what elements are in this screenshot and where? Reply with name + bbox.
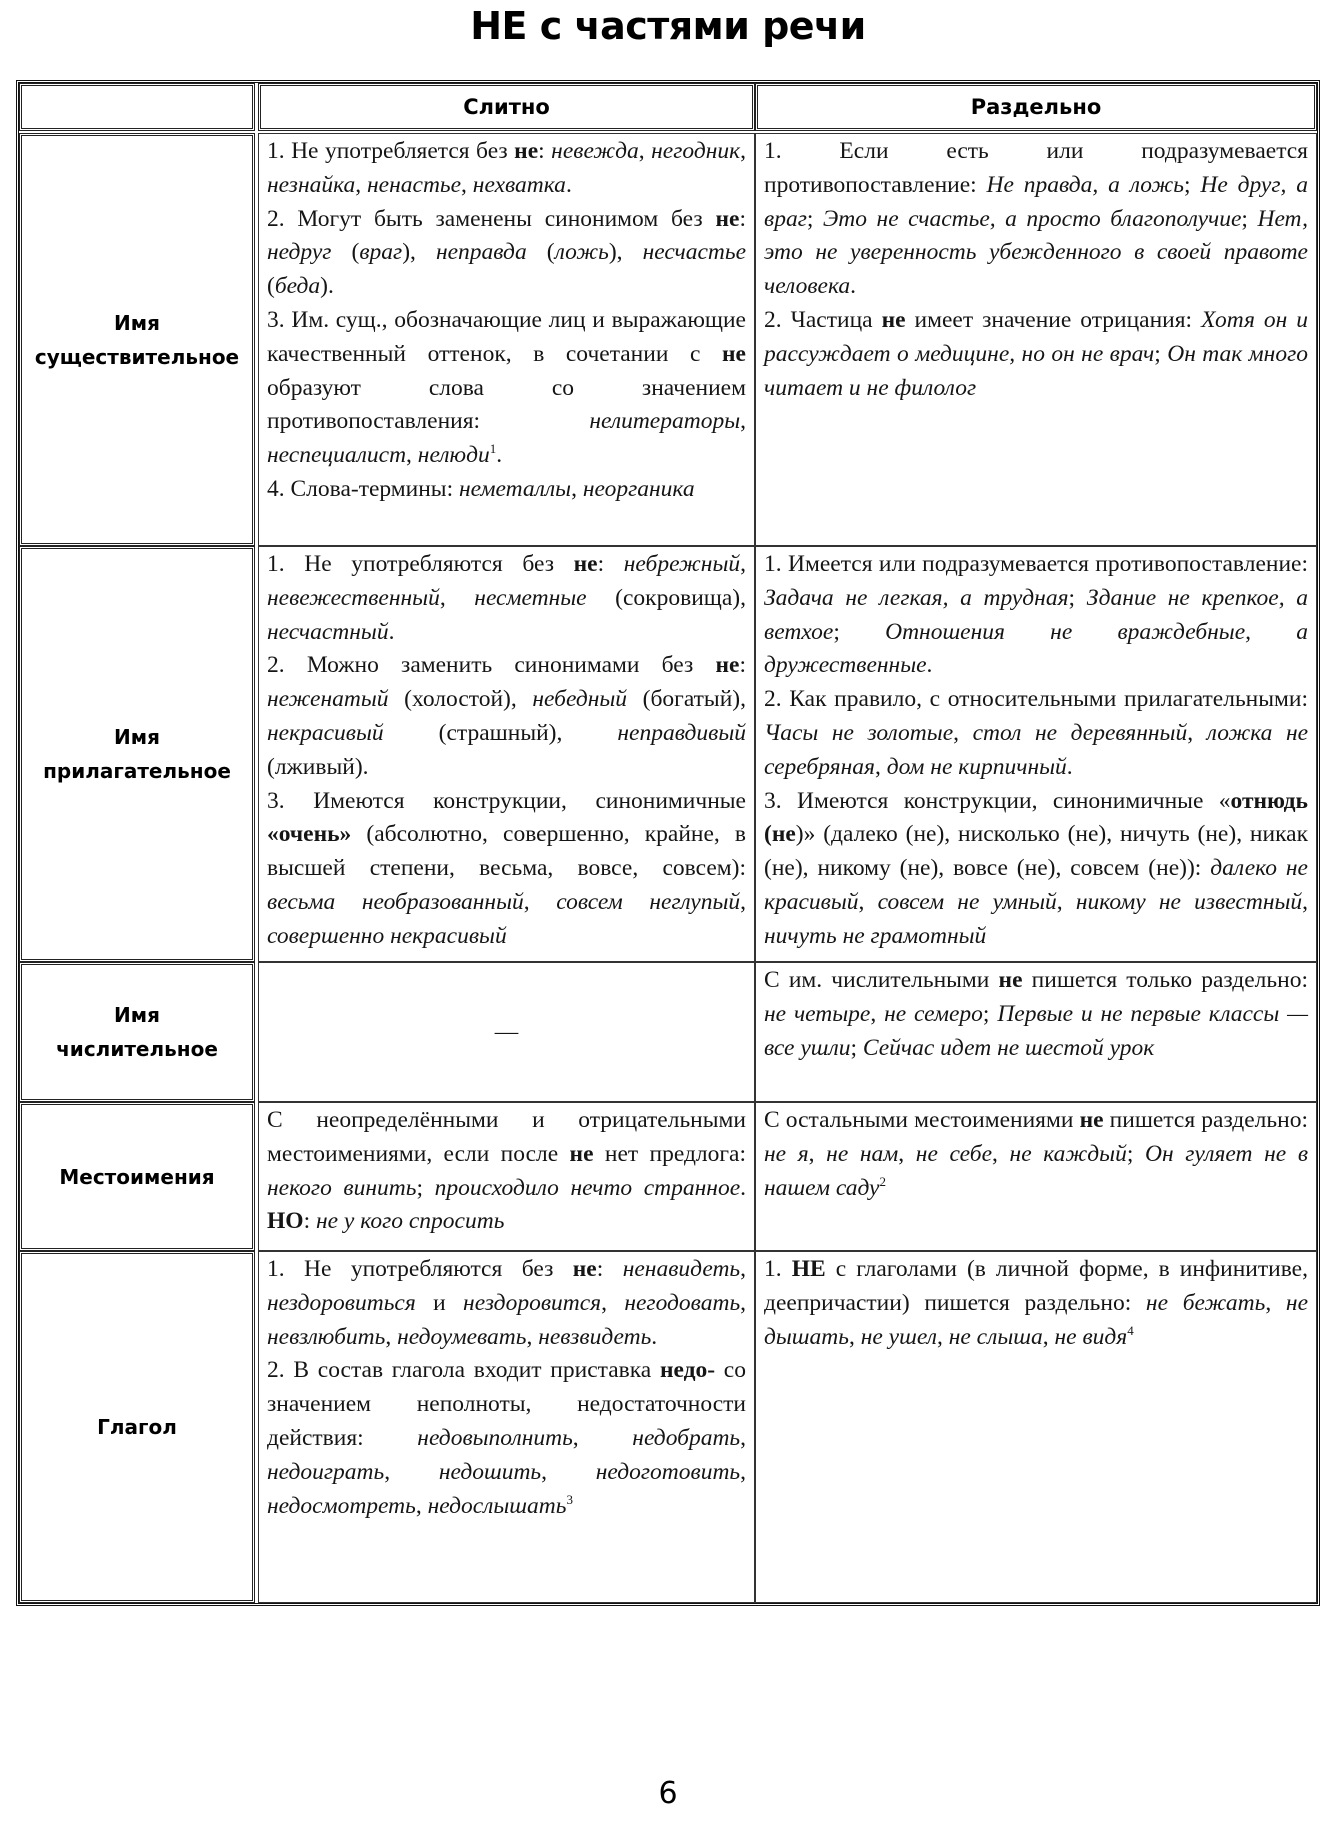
rule-text: , <box>740 1458 746 1485</box>
example-text: нездоровиться <box>267 1289 416 1316</box>
example-text: некрасивый <box>267 719 384 746</box>
rule-text: С остальными местоимениями <box>764 1107 1080 1133</box>
example-text: не себе <box>915 1140 993 1167</box>
cell-verb-merged <box>258 1251 755 1603</box>
example-text: Не друг, а враг <box>764 171 1308 232</box>
rule-text: , <box>406 442 418 469</box>
rule-paragraph <box>764 1104 1308 1205</box>
emphasis-text: недо- <box>659 1357 716 1384</box>
rule-text: , <box>541 1458 596 1485</box>
rule-paragraph <box>764 964 1308 1065</box>
example-text: Нет, это не уверенность убежденного в своей правоте человека <box>764 205 1308 300</box>
example-text: весьма необразованный <box>267 888 524 915</box>
footnote-marker: 2 <box>879 1173 886 1189</box>
example-text: негодник <box>651 138 741 164</box>
example-text: неженатый <box>267 686 389 713</box>
rule-text: пишется раздельно: <box>1103 1107 1308 1133</box>
rule-text: , <box>1187 719 1207 746</box>
rule-text: , <box>740 1424 746 1451</box>
rule-paragraph <box>764 304 1308 405</box>
rule-text: ; <box>806 205 823 232</box>
example-text: совсем не умный <box>877 888 1057 915</box>
emphasis-text: не <box>514 138 539 164</box>
example-text: негодовать <box>624 1289 741 1316</box>
rule-text: . <box>850 273 857 300</box>
rule-text: 1. Имеется или подразумевается противопоставление: <box>764 551 1308 577</box>
rule-text: ; <box>1241 205 1258 232</box>
rule-text: , <box>638 138 652 164</box>
rule-text: ), <box>608 239 643 266</box>
example-text: недошить <box>438 1458 542 1485</box>
rule-text: нет предлога: <box>593 1140 746 1167</box>
rule-paragraph <box>267 135 746 203</box>
row-label-numeral <box>19 962 255 1102</box>
rule-text: , <box>992 1140 1010 1167</box>
rule-text: и <box>415 1289 464 1316</box>
example-text: несметные <box>474 584 587 611</box>
row-label-text: Глагол <box>97 1415 177 1439</box>
example-text: происходило нечто странное <box>434 1174 741 1201</box>
page-number: 6 <box>658 1776 678 1811</box>
rule-text: (холостой), <box>388 686 533 713</box>
example-text: недоиграть <box>267 1458 385 1485</box>
example-text: ложь <box>554 239 609 266</box>
rule-text: образуют слова со значением противопоставления: <box>267 374 746 435</box>
example-text: не четыре <box>764 1000 871 1027</box>
rule-text: , <box>355 171 368 198</box>
emphasis-text: не <box>1079 1107 1104 1133</box>
rule-text: 3. Имеются конструкции, синонимичные <box>267 787 746 814</box>
rule-paragraph <box>267 473 746 507</box>
rule-paragraph <box>764 1253 1308 1354</box>
example-text: неправда <box>435 239 527 266</box>
example-text: не я <box>764 1140 809 1167</box>
emphasis-text: не <box>881 306 906 333</box>
rule-paragraph <box>764 135 1308 304</box>
rule-text: , <box>1042 1323 1055 1350</box>
rule-text: , <box>870 1000 885 1027</box>
example-text: Он так много читает и не филолог <box>764 340 1308 401</box>
rule-text: , <box>874 753 887 780</box>
rule-text: , <box>384 1458 439 1485</box>
example-text: незнайка <box>267 171 356 198</box>
rule-text: , <box>740 888 746 915</box>
example-text: стол не деревянный <box>972 719 1188 746</box>
rule-text: , <box>1265 1289 1286 1316</box>
rule-text: ; <box>1154 340 1168 367</box>
rule-text: . <box>565 171 572 198</box>
rule-text: . <box>651 1323 658 1350</box>
rule-text: С неопределёнными и отрицательными местоимениями, если после <box>267 1107 746 1167</box>
cell-adjective-separate <box>755 546 1317 962</box>
rule-text: ). <box>320 273 334 300</box>
rule-text: , <box>1056 888 1076 915</box>
rule-text: (богатый), <box>627 686 746 713</box>
rule-text: 3. Им. сущ., обозначающие лиц и выражающие качественный оттенок, в сочетании с <box>267 306 746 367</box>
rule-text: , <box>740 408 746 435</box>
emphasis-text: не <box>715 205 740 232</box>
emphasis-text: не <box>569 1140 594 1167</box>
rule-text: , <box>953 719 973 746</box>
example-text: нездоровится <box>463 1289 602 1316</box>
example-text: не семеро <box>884 1000 983 1027</box>
example-text: нехватка <box>472 171 566 198</box>
rule-text: , <box>858 888 878 915</box>
example-text: недоготовить <box>595 1458 741 1485</box>
rule-text: 1. Не употребляются без <box>267 1256 573 1282</box>
rule-paragraph <box>267 203 746 304</box>
row-label-text: числительное <box>56 1037 218 1061</box>
rule-paragraph <box>267 1253 746 1354</box>
example-text: несчастный <box>267 618 389 645</box>
rule-text: 2. В состав глагола входит приставка <box>267 1357 660 1384</box>
row-label-text: существительное <box>34 344 240 369</box>
rule-text: , <box>461 171 473 198</box>
rule-text: С им. числительными <box>764 967 999 993</box>
example-text: не каждый <box>1009 1140 1127 1167</box>
rule-text: (абсолютно, совершенно, крайне, в высшей степени, весьма, вовсе, совсем): <box>267 821 746 882</box>
example-text: невежда <box>551 138 639 164</box>
example-text: не дышать <box>764 1289 1309 1350</box>
rule-text: . <box>926 652 933 679</box>
emphasis-text: не <box>572 1256 597 1282</box>
example-text: Задача не легкая, а трудная <box>764 584 1069 611</box>
rule-text: с глаголами (в личной форме, в инфинитиве, деепричастии) пишется раздельно: <box>764 1256 1308 1316</box>
rule-text: , <box>571 475 583 502</box>
rule-text: 2. Могут быть заменены синонимом без <box>267 205 716 232</box>
example-text: совсем неглупый <box>556 888 741 915</box>
label-column-header <box>19 83 255 131</box>
rule-text: , <box>523 888 557 915</box>
rule-text: , <box>740 1256 746 1282</box>
rule-text: 3. Имеются конструкции, синонимичные « <box>764 787 1231 814</box>
column-header-merged: Слитно <box>258 83 755 131</box>
rule-text: , <box>526 1323 539 1350</box>
rule-text: ; <box>833 618 886 645</box>
example-text: Сейчас идет не шестой урок <box>862 1034 1155 1061</box>
example-text: Это не счастье, а просто благополучие <box>822 205 1242 232</box>
example-text: не ушел <box>860 1323 937 1350</box>
example-text: Отношения не враждебные, а дружественные <box>764 618 1309 679</box>
rule-paragraph <box>764 683 1308 784</box>
example-text: ложка не серебряная <box>764 719 1309 780</box>
footnote-marker: 1 <box>489 441 497 457</box>
example-text: небедный <box>532 686 628 713</box>
rule-text: , <box>936 1323 949 1350</box>
rule-text: : <box>739 652 746 679</box>
cell-adjective-merged <box>258 546 755 962</box>
example-text: нелюди <box>417 442 490 469</box>
rule-text: , <box>601 1289 625 1316</box>
rule-text: 2. Как правило, с относительными прилагательными: <box>764 686 1308 713</box>
example-text: неметаллы <box>459 475 572 502</box>
example-text: совершенно некрасивый <box>267 922 507 949</box>
emphasis-text: НО <box>267 1208 304 1235</box>
row-label-text: прилагательное <box>43 759 231 783</box>
rule-text: (сокровища), <box>586 584 746 611</box>
cell-noun-merged <box>258 133 755 546</box>
example-text: недруг <box>267 239 332 266</box>
rule-text: ; <box>1068 584 1087 611</box>
rule-text: , <box>439 584 475 611</box>
example-text: некого винить <box>267 1174 417 1201</box>
rule-text: . <box>496 442 503 469</box>
footnote-marker: 3 <box>566 1491 573 1507</box>
rule-text: (лживый). <box>267 753 369 780</box>
example-text: не у кого спросить <box>315 1208 505 1235</box>
rule-text: , <box>572 1424 633 1451</box>
example-text: не слыша <box>948 1323 1043 1350</box>
row-label-text: Имя <box>114 310 160 335</box>
emphasis-text: не <box>715 652 740 679</box>
rule-text: : <box>739 205 746 232</box>
rule-text: . <box>388 618 395 645</box>
rule-paragraph <box>267 1104 746 1239</box>
rule-text: 1. Если есть или подразумевается противопоставление: <box>764 138 1308 198</box>
example-text: Первые и не первые классы — все ушли <box>764 1000 1309 1061</box>
example-text: несчастье <box>642 239 747 266</box>
emphasis-text: отнюдь (не <box>764 787 1308 848</box>
rule-text: , <box>740 551 746 577</box>
emphasis-text: не <box>722 340 746 367</box>
rule-paragraph <box>267 548 746 649</box>
rule-text: )» (далеко (не), нисколько (не), ничуть (не), никак (не), никому (не), вовсе (не), совсем (не)): <box>764 821 1308 882</box>
rule-text: 4. Слова-термины: <box>267 475 460 502</box>
rule-paragraph <box>267 304 746 473</box>
rule-text: , <box>898 1140 916 1167</box>
row-label-adjective <box>19 546 255 962</box>
rule-text: имеет значение отрицания: <box>905 306 1202 333</box>
example-text: недобрать <box>632 1424 741 1451</box>
example-text: недосмотреть <box>267 1492 416 1519</box>
emphasis-text: не <box>998 967 1023 993</box>
example-text: неорганика <box>582 475 695 502</box>
rule-text: ( <box>526 239 555 266</box>
rule-text: , <box>808 1140 827 1167</box>
cell-pronoun-separate <box>755 1102 1317 1251</box>
example-text: недоумевать <box>397 1323 527 1350</box>
rule-text: ; <box>1126 1140 1145 1167</box>
rule-text: , <box>740 138 747 164</box>
footnote-marker: 4 <box>1127 1322 1134 1338</box>
example-text: невежественный <box>267 584 440 611</box>
rule-text: , <box>848 1323 861 1350</box>
rule-paragraph <box>267 785 746 954</box>
example-text: дом не кирпичный <box>886 753 1067 780</box>
rule-text: : <box>596 1256 623 1282</box>
cell-noun-separate <box>755 133 1317 546</box>
rule-text: ; <box>982 1000 998 1027</box>
rule-text: : <box>303 1208 316 1235</box>
example-text: небрежный <box>623 551 741 577</box>
example-text: невзлюбить <box>267 1323 386 1350</box>
emphasis-text: не <box>573 551 598 577</box>
example-text: невзвидеть <box>538 1323 652 1350</box>
example-text: Не правда, а ложь <box>986 171 1184 198</box>
row-label-noun <box>19 133 255 546</box>
example-text: Хотя он и рассуждает о медицине, но он не врач <box>764 306 1308 367</box>
rule-text: ( <box>267 273 275 300</box>
emphasis-text: НЕ <box>791 1256 826 1282</box>
example-text: неспециалист <box>267 442 407 469</box>
row-label-verb <box>19 1251 255 1603</box>
example-text: ничуть не грамотный <box>764 922 987 949</box>
example-text: недовыполнить <box>417 1424 573 1451</box>
rule-text: (страшный), <box>383 719 618 746</box>
row-label-text: Имя <box>114 1003 160 1027</box>
example-text: не бежать <box>1145 1289 1266 1316</box>
rule-text: . <box>740 1174 747 1201</box>
rule-paragraph <box>267 649 746 784</box>
emphasis-text: «очень» <box>267 821 352 848</box>
rule-text: пишется только раздельно: <box>1022 967 1308 993</box>
rule-paragraph <box>764 785 1308 954</box>
rule-text: со значением неполноты, недостаточности действия: <box>267 1357 746 1451</box>
row-label-text: Местоимения <box>59 1164 215 1189</box>
rule-text: ; <box>416 1174 435 1201</box>
rule-text: ( <box>331 239 360 266</box>
example-text: не нам <box>826 1140 899 1167</box>
rule-paragraph <box>764 548 1308 683</box>
rule-text: 2. Можно заменить синонимами без <box>267 652 716 679</box>
example-text: нелитераторы <box>589 408 741 435</box>
example-text: неправдивый <box>617 719 746 746</box>
rule-text: 1. <box>764 1256 792 1282</box>
rule-text: , <box>385 1323 398 1350</box>
rule-text: ; <box>1183 171 1201 198</box>
example-text: никому не известный <box>1075 888 1303 915</box>
example-text: беда <box>274 273 321 300</box>
rule-text: : <box>597 551 624 577</box>
cell-numeral-merged <box>258 962 755 1102</box>
rule-text: , <box>415 1492 428 1519</box>
example-text: враг <box>359 239 403 266</box>
example-text: ненавидеть <box>622 1256 741 1282</box>
example-text: ненастье <box>367 171 462 198</box>
empty-dash: — <box>494 1018 519 1045</box>
example-text: Часы не золотые <box>764 719 954 746</box>
cell-numeral-separate <box>755 962 1317 1102</box>
column-header-separate: Раздельно <box>755 83 1317 131</box>
example-text: недослышать <box>427 1492 567 1519</box>
rule-paragraph <box>267 1354 746 1523</box>
rule-text: 1. Не употребляется без <box>267 138 515 164</box>
rule-text: 1. Не употребляются без <box>267 551 574 577</box>
rule-text: : <box>538 138 552 164</box>
example-text: не видя <box>1054 1323 1128 1350</box>
cell-verb-separate <box>755 1251 1317 1603</box>
row-label-pronoun <box>19 1102 255 1251</box>
rule-text: , <box>1302 888 1309 915</box>
rule-text: 2. Частица <box>764 306 882 333</box>
cell-pronoun-merged <box>258 1102 755 1251</box>
rule-text: , <box>740 1289 747 1316</box>
example-text: Он гуляет не в нашем саду <box>764 1140 1309 1201</box>
rule-text: ; <box>850 1034 863 1061</box>
page-title: НЕ с частями речи <box>470 4 866 48</box>
rule-text: ), <box>402 239 436 266</box>
example-text: далеко не красивый <box>764 855 1308 915</box>
example-text: Здание не крепкое, а ветхое <box>764 584 1308 645</box>
rule-text: . <box>1066 753 1073 780</box>
row-label-text: Имя <box>114 725 160 749</box>
